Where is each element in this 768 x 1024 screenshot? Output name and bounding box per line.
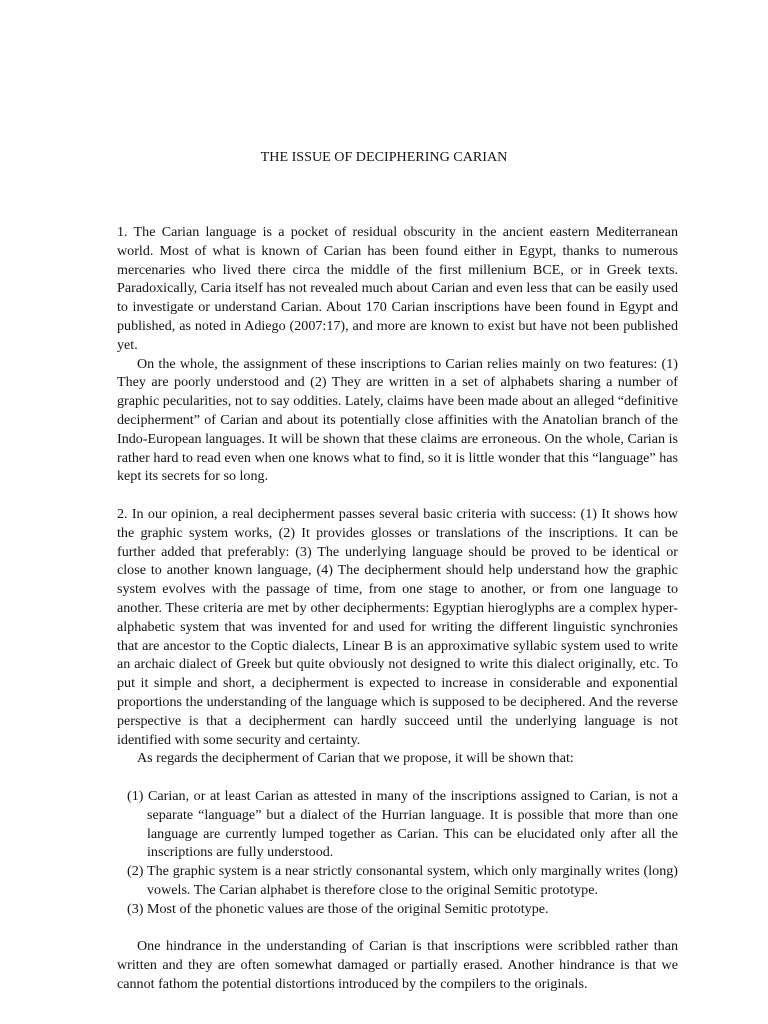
section-2-paragraph-2: As regards the decipherment of Carian that we propose, it will be shown that: [137, 750, 574, 767]
section-1-paragraph-1: 1. The Carian language is a pocket of residual obscurity in the ancient eastern Mediterranean world. Most of what is known of Carian has been found either in Egypt, thanks to numerous mercenaries who lived there circa the middle of the first millenium BCE, or in Greek texts. Paradoxically, Caria itself has not revealed much about Carian and even less that can be easily used to investigate or understand Carian. About 170 Carian inscriptions have been found in Egypt and published, as noted in Adiego (2007:17), and more are known to exist but have not been published yet. [117, 224, 678, 353]
list-item-text: Most of the phonetic values are those of the original Semitic prototype. [146, 900, 549, 917]
list-item-label: (1) [127, 787, 144, 804]
list-item-label: (2) [127, 863, 144, 880]
document-title: THE ISSUE OF DECIPHERING CARIAN [260, 149, 508, 165]
section-2-paragraph-1: 2. In our opinion, a real decipherment passes several basic criteria with success: (1) It shows how the graphic system works, (2) It provides glosses or translations of the inscriptions. It can be further added that preferably: (3) The underlying language should be proved to be identical or close to another known language, (4) The decipherment should help understand how the graphic system evolves with the passage of time, from one stage to another, or from one language to another. These criteria are met by other decipherments: Egyptian hieroglyphs are a complex hyper-alphabetic system that was invented for and used for writing the different linguistic synchronies that are ancestor to the Coptic dialects, Linear B is an approximative syllabic system used to write an archaic dialect of Greek but quite obviously not designed to write this dialect originally, etc. To put it simple and short, a decipherment is expected to increase in considerable and exponential proportions the understanding of the language which is supposed to be deciphered. And the reverse perspective is that a decipherment can hardly succeed until the underlying language is not identified with some security and certainty. [117, 505, 678, 748]
list-item [117, 900, 678, 919]
list-item [117, 787, 678, 862]
paragraph-gap [117, 486, 678, 505]
list-item-text: Carian, or at least Carian as attested in many of the inscriptions assigned to Carian, is not a separate “language” but a dialect of the Hurrian language. It is possible that more than one language are currently lumped together as Carian. This can be elucidated only after all the inscriptions are fully understood. [147, 787, 678, 861]
findings-list [117, 787, 678, 919]
section-2-paragraph-3: One hindrance in the understanding of Carian is that inscriptions were scribbled rather than written and they are often somewhat damaged or partially erased. Another hindrance is that we cannot fathom the potential distortions introduced by the compilers to the originals. [117, 938, 678, 992]
list-item-label: (3) [127, 900, 144, 917]
paragraph-gap [117, 768, 678, 787]
list-item [117, 862, 678, 900]
list-item-text: The graphic system is a near strictly consonantal system, which only marginally writes (long) vowels. The Carian alphabet is therefore close to the original Semitic prototype. [147, 863, 678, 898]
paragraph-gap [117, 918, 678, 937]
section-1-paragraph-2: On the whole, the assignment of these inscriptions to Carian relies mainly on two features: (1) They are poorly understood and (2) They are written in a set of alphabets sharing a number of graphic pecularities, not to say oddities. Lately, claims have been made about an alleged “definitive decipherment” of Carian and about its potentially close affinities with the Anatolian branch of the Indo-European languages. It will be shown that these claims are erroneous. On the whole, Carian is rather hard to read even when one knows what to find, so it is little wonder that this “language” has kept its secrets for so long. [117, 355, 678, 485]
document-body [117, 223, 678, 994]
